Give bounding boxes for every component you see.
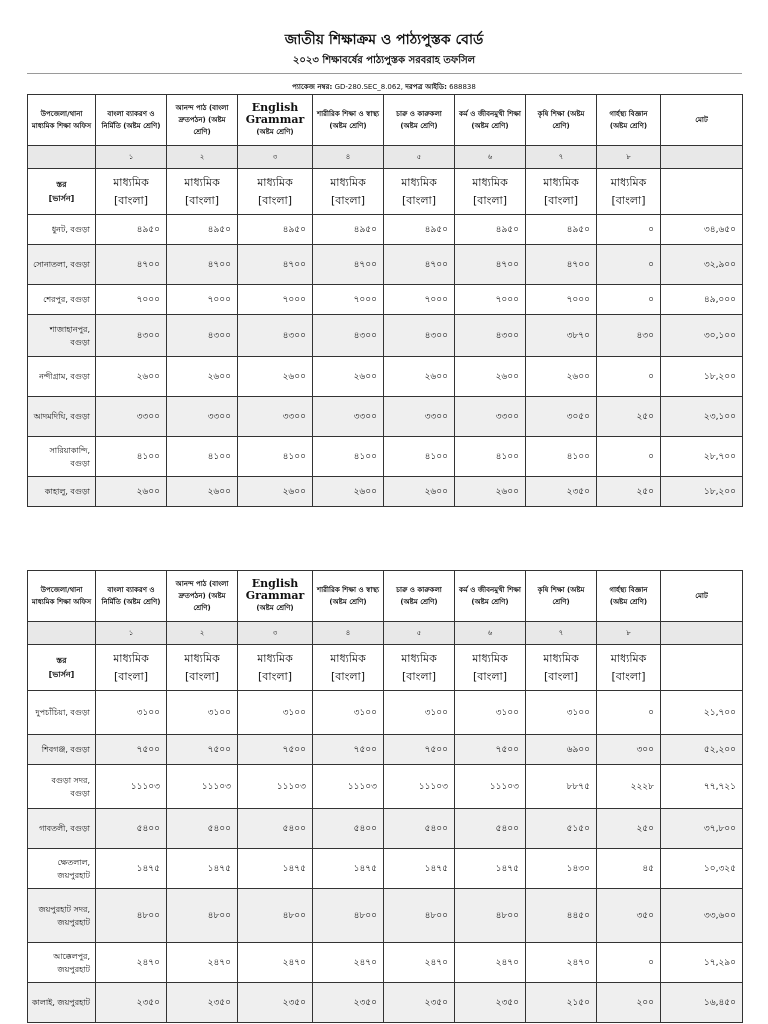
office-name: ধুনট, বগুড়া xyxy=(28,215,96,245)
office-name: বগুড়া সদর, বগুড়া xyxy=(28,765,96,809)
quantity-cell: ১৪৭৫ xyxy=(167,849,238,889)
office-name: সোনাতলা, বগুড়া xyxy=(28,245,96,285)
quantity-cell: ২৬০০ xyxy=(384,477,455,507)
quantity-cell: ৩৩০০ xyxy=(455,397,526,437)
table-row xyxy=(28,735,743,765)
quantity-cell: ২৬০০ xyxy=(455,357,526,397)
level-value-line: মাধ্যমিক xyxy=(401,175,437,189)
level-value xyxy=(313,645,384,691)
quantity-cell: ২৬০০ xyxy=(167,357,238,397)
level-row xyxy=(28,645,743,691)
quantity-cell: ৪৭০০ xyxy=(526,245,597,285)
quantity-cell: ০ xyxy=(597,357,661,397)
quantity-cell: ৪১০০ xyxy=(96,437,167,477)
level-value-line: মাধ্যমিক xyxy=(113,651,149,665)
schedule-subtitle: ২০২৩ শিক্ষাবর্ষের পাঠ্যপুস্তক সরবরাহ তফসিল xyxy=(292,55,476,66)
quantity-cell: ২৩৫০ xyxy=(238,983,313,1023)
quantity-cell: ৪৩০০ xyxy=(455,315,526,357)
office-name: সারিয়াকান্দি, বগুড়া xyxy=(28,437,96,477)
quantity-cell: ০ xyxy=(597,245,661,285)
quantity-cell: ৩৩০০ xyxy=(96,397,167,437)
quantity-cell: ২৪৭০ xyxy=(526,943,597,983)
column-number: ৮ xyxy=(597,146,661,169)
level-value-line: [বাংলা] xyxy=(472,193,508,207)
quantity-cell: ১৪৭৫ xyxy=(455,849,526,889)
level-value-line: মাধ্যমিক xyxy=(543,651,579,665)
quantity-cell: ৩৫০ xyxy=(597,889,661,943)
table-row xyxy=(28,285,743,315)
level-value-line: [বাংলা] xyxy=(184,669,220,683)
total-cell: ২৮,৭০০ xyxy=(661,437,743,477)
quantity-cell: ৪৩০০ xyxy=(167,315,238,357)
column-number: ২ xyxy=(167,146,238,169)
blank-cell xyxy=(28,146,96,169)
quantity-cell: ৪৭০০ xyxy=(313,245,384,285)
quantity-cell: ২৬০০ xyxy=(526,357,597,397)
total-cell: ২৩,১০০ xyxy=(661,397,743,437)
table-row xyxy=(28,245,743,285)
quantity-cell: ১৪৩০ xyxy=(526,849,597,889)
office-name: দুপচাঁচিয়া, বগুড়া xyxy=(28,691,96,735)
level-value-line: [বাংলা] xyxy=(330,193,366,207)
quantity-cell: ৪৮০০ xyxy=(167,889,238,943)
package-value: GD-280.SEC_8.062, xyxy=(334,83,404,91)
quantity-cell: ১৪৭৫ xyxy=(96,849,167,889)
column-header: আনন্দ পাঠ (বাংলা দ্রুতপঠন) (অষ্টম শ্রেণি) xyxy=(167,95,238,146)
column-number-row xyxy=(28,622,743,645)
level-value-line: [বাংলা] xyxy=(543,669,579,683)
blank-cell xyxy=(661,622,743,645)
quantity-cell: ৫৪০০ xyxy=(384,809,455,849)
quantity-cell: ৭৫০০ xyxy=(96,735,167,765)
quantity-cell: ৫৪০০ xyxy=(238,809,313,849)
quantity-cell: ২২২৮ xyxy=(597,765,661,809)
quantity-cell: ২৬০০ xyxy=(167,477,238,507)
column-header: গার্হস্থ্য বিজ্ঞান (অষ্টম শ্রেণি) xyxy=(597,571,661,622)
quantity-cell: ৪৫ xyxy=(597,849,661,889)
quantity-cell: ৪১০০ xyxy=(526,437,597,477)
column-number: ৩ xyxy=(238,622,313,645)
total-cell: ৩৪,৬৫০ xyxy=(661,215,743,245)
office-name: শিবগঞ্জ, বগুড়া xyxy=(28,735,96,765)
quantity-cell: ২৪৭০ xyxy=(455,943,526,983)
total-cell: ৩৭,৮০০ xyxy=(661,809,743,849)
quantity-cell: ৪৮০০ xyxy=(313,889,384,943)
quantity-cell: ৭৫০০ xyxy=(313,735,384,765)
level-value-line: [বাংলা] xyxy=(330,669,366,683)
level-label-line: [ভার্সন] xyxy=(48,669,75,679)
bid-label: দরপত্র আইডি: xyxy=(405,83,447,91)
divider xyxy=(27,73,742,74)
table-row xyxy=(28,765,743,809)
level-label-line: স্তর xyxy=(56,655,67,665)
column-header: আনন্দ পাঠ (বাংলা দ্রুতপঠন) (অষ্টম শ্রেণি) xyxy=(167,571,238,622)
level-value-line: মাধ্যমিক xyxy=(401,651,437,665)
quantity-cell: ৪১০০ xyxy=(384,437,455,477)
quantity-cell: ১১১০৩ xyxy=(384,765,455,809)
table-row xyxy=(28,215,743,245)
level-value-line: মাধ্যমিক xyxy=(610,651,647,665)
quantity-cell: ১১১০৩ xyxy=(455,765,526,809)
quantity-cell: ৪৯৫০ xyxy=(384,215,455,245)
total-cell: ৩০,১০০ xyxy=(661,315,743,357)
level-value-line: মাধ্যমিক xyxy=(472,175,508,189)
quantity-cell: ৫৪০০ xyxy=(313,809,384,849)
quantity-cell: ৪৩০০ xyxy=(384,315,455,357)
table-row xyxy=(28,809,743,849)
quantity-cell: ৩১০০ xyxy=(384,691,455,735)
column-header-english: English Grammar xyxy=(245,101,305,126)
column-header: মোট xyxy=(661,571,743,622)
quantity-cell: ১৪৭৫ xyxy=(313,849,384,889)
level-value xyxy=(597,169,661,215)
column-header xyxy=(238,95,313,146)
quantity-cell: ২৩৫০ xyxy=(455,983,526,1023)
board-title: জাতীয় শিক্ষাক্রম ও পাঠ্যপুস্তক বোর্ড xyxy=(284,32,484,48)
package-line xyxy=(0,81,768,93)
level-value xyxy=(526,645,597,691)
quantity-cell: ৪৩০০ xyxy=(313,315,384,357)
office-name: নন্দীগ্রাম, বগুড়া xyxy=(28,357,96,397)
quantity-cell: ৪৪৫০ xyxy=(526,889,597,943)
column-header: মোট xyxy=(661,95,743,146)
column-header: উপজেলা/থানা মাধ্যমিক শিক্ষা অফিস xyxy=(28,95,96,146)
column-header: বাংলা ব্যাকরণ ও নির্মিতি (অষ্টম শ্রেণি) xyxy=(96,571,167,622)
level-value-line: মাধ্যমিক xyxy=(113,175,149,189)
package-label: প্যাকেজ নম্বর: xyxy=(292,83,333,91)
level-value xyxy=(384,645,455,691)
quantity-cell: ৪৩০০ xyxy=(238,315,313,357)
office-name: জয়পুরহাট সদর, জয়পুরহাট xyxy=(28,889,96,943)
quantity-cell: ৪১০০ xyxy=(455,437,526,477)
level-label xyxy=(28,169,96,215)
quantity-cell: ৪৯৫০ xyxy=(96,215,167,245)
quantity-cell: ৪৯৫০ xyxy=(313,215,384,245)
quantity-cell: ২৩৫০ xyxy=(96,983,167,1023)
level-value-line: মাধ্যমিক xyxy=(184,175,220,189)
column-number: ৬ xyxy=(455,622,526,645)
column-header: শারীরিক শিক্ষা ও স্বাস্থ্য (অষ্টম শ্রেণি) xyxy=(313,95,384,146)
level-row xyxy=(28,169,743,215)
level-value xyxy=(455,169,526,215)
column-number: ৮ xyxy=(597,622,661,645)
level-label xyxy=(28,645,96,691)
quantity-cell: ৫১৫০ xyxy=(526,809,597,849)
total-cell: ১০,৩২৫ xyxy=(661,849,743,889)
level-value-line: [বাংলা] xyxy=(257,669,293,683)
quantity-cell: ২৩৫০ xyxy=(313,983,384,1023)
quantity-cell: ৪৮০০ xyxy=(238,889,313,943)
quantity-cell: ২৪৭০ xyxy=(167,943,238,983)
quantity-cell: ৪৩০ xyxy=(597,315,661,357)
quantity-cell: ২৬০০ xyxy=(96,357,167,397)
quantity-cell: ৩৩০০ xyxy=(313,397,384,437)
office-name: আক্কেলপুর, জয়পুরহাট xyxy=(28,943,96,983)
column-number: ১ xyxy=(96,146,167,169)
table-row xyxy=(28,889,743,943)
table-1-body xyxy=(28,95,743,507)
quantity-cell: ২৬০০ xyxy=(313,357,384,397)
level-value xyxy=(238,645,313,691)
blank-cell xyxy=(661,146,743,169)
quantity-cell: ৭০০০ xyxy=(167,285,238,315)
quantity-cell: ৩৩০০ xyxy=(167,397,238,437)
level-value xyxy=(526,169,597,215)
level-value-line: [বাংলা] xyxy=(611,669,646,683)
column-number: ৬ xyxy=(455,146,526,169)
column-number: ৫ xyxy=(384,622,455,645)
column-number: ১ xyxy=(96,622,167,645)
total-cell: ৩২,৯০০ xyxy=(661,245,743,285)
quantity-cell: ৩১০০ xyxy=(455,691,526,735)
quantity-cell: ৩১০০ xyxy=(96,691,167,735)
blank-cell xyxy=(661,169,743,215)
table-row xyxy=(28,691,743,735)
quantity-cell: ২৪৭০ xyxy=(96,943,167,983)
quantity-cell: ০ xyxy=(597,215,661,245)
header-row xyxy=(28,571,743,622)
quantity-cell: ৪৮০০ xyxy=(96,889,167,943)
table-row xyxy=(28,477,743,507)
column-header-sub: (অষ্টম শ্রেণি) xyxy=(256,128,294,136)
quantity-cell: ৪১০০ xyxy=(167,437,238,477)
quantity-cell: ৭৫০০ xyxy=(167,735,238,765)
quantity-cell: ৭৫০০ xyxy=(455,735,526,765)
office-name: শেরপুর, বগুড়া xyxy=(28,285,96,315)
column-number: ৪ xyxy=(313,146,384,169)
total-cell: ২১,৭০০ xyxy=(661,691,743,735)
quantity-cell: ৭০০০ xyxy=(384,285,455,315)
quantity-cell: ২৪৭০ xyxy=(238,943,313,983)
quantity-cell: ১১১০৩ xyxy=(238,765,313,809)
quantity-cell: ৪৮০০ xyxy=(455,889,526,943)
quantity-cell: ৩১০০ xyxy=(526,691,597,735)
quantity-cell: ৩৩০০ xyxy=(238,397,313,437)
quantity-cell: ৩৮৭০ xyxy=(526,315,597,357)
quantity-cell: ৭০০০ xyxy=(455,285,526,315)
supply-table-2 xyxy=(27,570,743,1023)
total-cell: ১৬,৪৫০ xyxy=(661,983,743,1023)
level-value-line: [বাংলা] xyxy=(113,669,149,683)
quantity-cell: ২৫০ xyxy=(597,397,661,437)
quantity-cell: ০ xyxy=(597,285,661,315)
level-value-line: মাধ্যমিক xyxy=(257,175,293,189)
column-header: চারু ও কারুকলা (অষ্টম শ্রেণি) xyxy=(384,95,455,146)
level-value xyxy=(96,645,167,691)
level-value xyxy=(167,645,238,691)
quantity-cell: ৩০০ xyxy=(597,735,661,765)
quantity-cell: ৩৩০০ xyxy=(384,397,455,437)
quantity-cell: ৩১০০ xyxy=(167,691,238,735)
level-value xyxy=(384,169,455,215)
column-number: ৫ xyxy=(384,146,455,169)
level-value-line: মাধ্যমিক xyxy=(184,651,220,665)
quantity-cell: ৪৯৫০ xyxy=(526,215,597,245)
quantity-cell: ২৪৭০ xyxy=(313,943,384,983)
level-value-line: মাধ্যমিক xyxy=(330,175,366,189)
level-value-line: [বাংলা] xyxy=(543,193,579,207)
level-value-line: মাধ্যমিক xyxy=(257,651,293,665)
column-number: ৭ xyxy=(526,146,597,169)
level-value-line: [বাংলা] xyxy=(611,193,646,207)
quantity-cell: ৪৯৫০ xyxy=(455,215,526,245)
level-value-line: [বাংলা] xyxy=(401,193,437,207)
column-header: চারু ও কারুকলা (অষ্টম শ্রেণি) xyxy=(384,571,455,622)
level-value xyxy=(238,169,313,215)
quantity-cell: ১৪৭৫ xyxy=(238,849,313,889)
office-name: কালাই, জয়পুরহাট xyxy=(28,983,96,1023)
column-number: ৩ xyxy=(238,146,313,169)
bid-value: 688838 xyxy=(449,83,476,91)
total-cell: ৭৭,৭২১ xyxy=(661,765,743,809)
column-header: শারীরিক শিক্ষা ও স্বাস্থ্য (অষ্টম শ্রেণি) xyxy=(313,571,384,622)
quantity-cell: ৮৮৭৫ xyxy=(526,765,597,809)
table-row xyxy=(28,357,743,397)
quantity-cell: ২৫০ xyxy=(597,477,661,507)
column-header: কর্ম ও জীবনমুখী শিক্ষা (অষ্টম শ্রেণি) xyxy=(455,95,526,146)
total-cell: ৫২,২০০ xyxy=(661,735,743,765)
level-value xyxy=(313,169,384,215)
quantity-cell: ৪৭০০ xyxy=(96,245,167,285)
column-header xyxy=(238,571,313,622)
office-name: গাবতলী, বগুড়া xyxy=(28,809,96,849)
quantity-cell: ২৩৫০ xyxy=(384,983,455,1023)
quantity-cell: ৪৭০০ xyxy=(384,245,455,285)
blank-cell xyxy=(661,645,743,691)
quantity-cell: ১৪৭৫ xyxy=(384,849,455,889)
quantity-cell: ৭০০০ xyxy=(526,285,597,315)
quantity-cell: ২৫০ xyxy=(597,809,661,849)
total-cell: ৩৩,৬০০ xyxy=(661,889,743,943)
header-row xyxy=(28,95,743,146)
quantity-cell: ৭০০০ xyxy=(238,285,313,315)
column-header: বাংলা ব্যাকরণ ও নির্মিতি (অষ্টম শ্রেণি) xyxy=(96,95,167,146)
quantity-cell: ৬৯০০ xyxy=(526,735,597,765)
level-value-line: মাধ্যমিক xyxy=(610,175,647,189)
quantity-cell: ২৬০০ xyxy=(238,357,313,397)
table-row xyxy=(28,397,743,437)
column-number: ৪ xyxy=(313,622,384,645)
quantity-cell: ৪৭০০ xyxy=(238,245,313,285)
quantity-cell: ১১১০৩ xyxy=(313,765,384,809)
level-value xyxy=(597,645,661,691)
quantity-cell: ৫৪০০ xyxy=(96,809,167,849)
table-2-body xyxy=(28,571,743,1023)
level-label-line: স্তর xyxy=(56,179,67,189)
quantity-cell: ৪৭০০ xyxy=(455,245,526,285)
quantity-cell: ২৪৭০ xyxy=(384,943,455,983)
level-value xyxy=(96,169,167,215)
quantity-cell: ৪১০০ xyxy=(238,437,313,477)
level-value-line: [বাংলা] xyxy=(472,669,508,683)
total-cell: ৪৯,০০০ xyxy=(661,285,743,315)
level-value xyxy=(167,169,238,215)
column-header: উপজেলা/থানা মাধ্যমিক শিক্ষা অফিস xyxy=(28,571,96,622)
column-header-english: English Grammar xyxy=(245,577,305,602)
quantity-cell: ৭৫০০ xyxy=(384,735,455,765)
quantity-cell: ৪১০০ xyxy=(313,437,384,477)
column-number-row xyxy=(28,146,743,169)
quantity-cell: ২৬০০ xyxy=(238,477,313,507)
office-name: আদমদিঘি, বগুড়া xyxy=(28,397,96,437)
level-value-line: মাধ্যমিক xyxy=(472,651,508,665)
table-row xyxy=(28,943,743,983)
column-header: কর্ম ও জীবনমুখী শিক্ষা (অষ্টম শ্রেণি) xyxy=(455,571,526,622)
blank-cell xyxy=(28,622,96,645)
quantity-cell: ৫৪০০ xyxy=(455,809,526,849)
quantity-cell: ৪৭০০ xyxy=(167,245,238,285)
quantity-cell: ২৩৫০ xyxy=(526,477,597,507)
quantity-cell: ২৩৫০ xyxy=(167,983,238,1023)
column-header: গার্হস্থ্য বিজ্ঞান (অষ্টম শ্রেণি) xyxy=(597,95,661,146)
level-value-line: [বাংলা] xyxy=(257,193,293,207)
quantity-cell: ৭০০০ xyxy=(96,285,167,315)
quantity-cell: ২৬০০ xyxy=(384,357,455,397)
level-value-line: [বাংলা] xyxy=(113,193,149,207)
quantity-cell: ৩১০০ xyxy=(313,691,384,735)
quantity-cell: ৪৯৫০ xyxy=(167,215,238,245)
level-value-line: মাধ্যমিক xyxy=(330,651,366,665)
quantity-cell: ০ xyxy=(597,437,661,477)
quantity-cell: ১১১০৩ xyxy=(167,765,238,809)
total-cell: ১৭,২৯০ xyxy=(661,943,743,983)
total-cell: ১৮,২০০ xyxy=(661,357,743,397)
table-row xyxy=(28,437,743,477)
quantity-cell: ৭০০০ xyxy=(313,285,384,315)
quantity-cell: ৩১০০ xyxy=(238,691,313,735)
column-number: ২ xyxy=(167,622,238,645)
office-name: ক্ষেতলাল, জয়পুরহাট xyxy=(28,849,96,889)
column-header-sub: (অষ্টম শ্রেণি) xyxy=(256,604,294,612)
quantity-cell: ৪৯৫০ xyxy=(238,215,313,245)
table-row xyxy=(28,315,743,357)
column-header: কৃষি শিক্ষা (অষ্টম শ্রেণি) xyxy=(526,95,597,146)
office-name: কাহালু, বগুড়া xyxy=(28,477,96,507)
quantity-cell: ২১৫০ xyxy=(526,983,597,1023)
level-value xyxy=(455,645,526,691)
quantity-cell: ৪৮০০ xyxy=(384,889,455,943)
quantity-cell: ৩০৫০ xyxy=(526,397,597,437)
quantity-cell: ৭৫০০ xyxy=(238,735,313,765)
supply-table-1 xyxy=(27,94,743,507)
table-row xyxy=(28,849,743,889)
quantity-cell: ৪৩০০ xyxy=(96,315,167,357)
total-cell: ১৮,২০০ xyxy=(661,477,743,507)
quantity-cell: ২৬০০ xyxy=(455,477,526,507)
level-label-line: [ভার্সন] xyxy=(48,193,75,203)
quantity-cell: ৫৪০০ xyxy=(167,809,238,849)
quantity-cell: ১১১০৩ xyxy=(96,765,167,809)
quantity-cell: ০ xyxy=(597,691,661,735)
column-number: ৭ xyxy=(526,622,597,645)
quantity-cell: ২০০ xyxy=(597,983,661,1023)
level-value-line: [বাংলা] xyxy=(401,669,437,683)
level-value-line: [বাংলা] xyxy=(184,193,220,207)
quantity-cell: ০ xyxy=(597,943,661,983)
column-header: কৃষি শিক্ষা (অষ্টম শ্রেণি) xyxy=(526,571,597,622)
quantity-cell: ২৬০০ xyxy=(313,477,384,507)
office-name: শাজাহানপুর, বগুড়া xyxy=(28,315,96,357)
level-value-line: মাধ্যমিক xyxy=(543,175,579,189)
table-row xyxy=(28,983,743,1023)
quantity-cell: ২৬০০ xyxy=(96,477,167,507)
